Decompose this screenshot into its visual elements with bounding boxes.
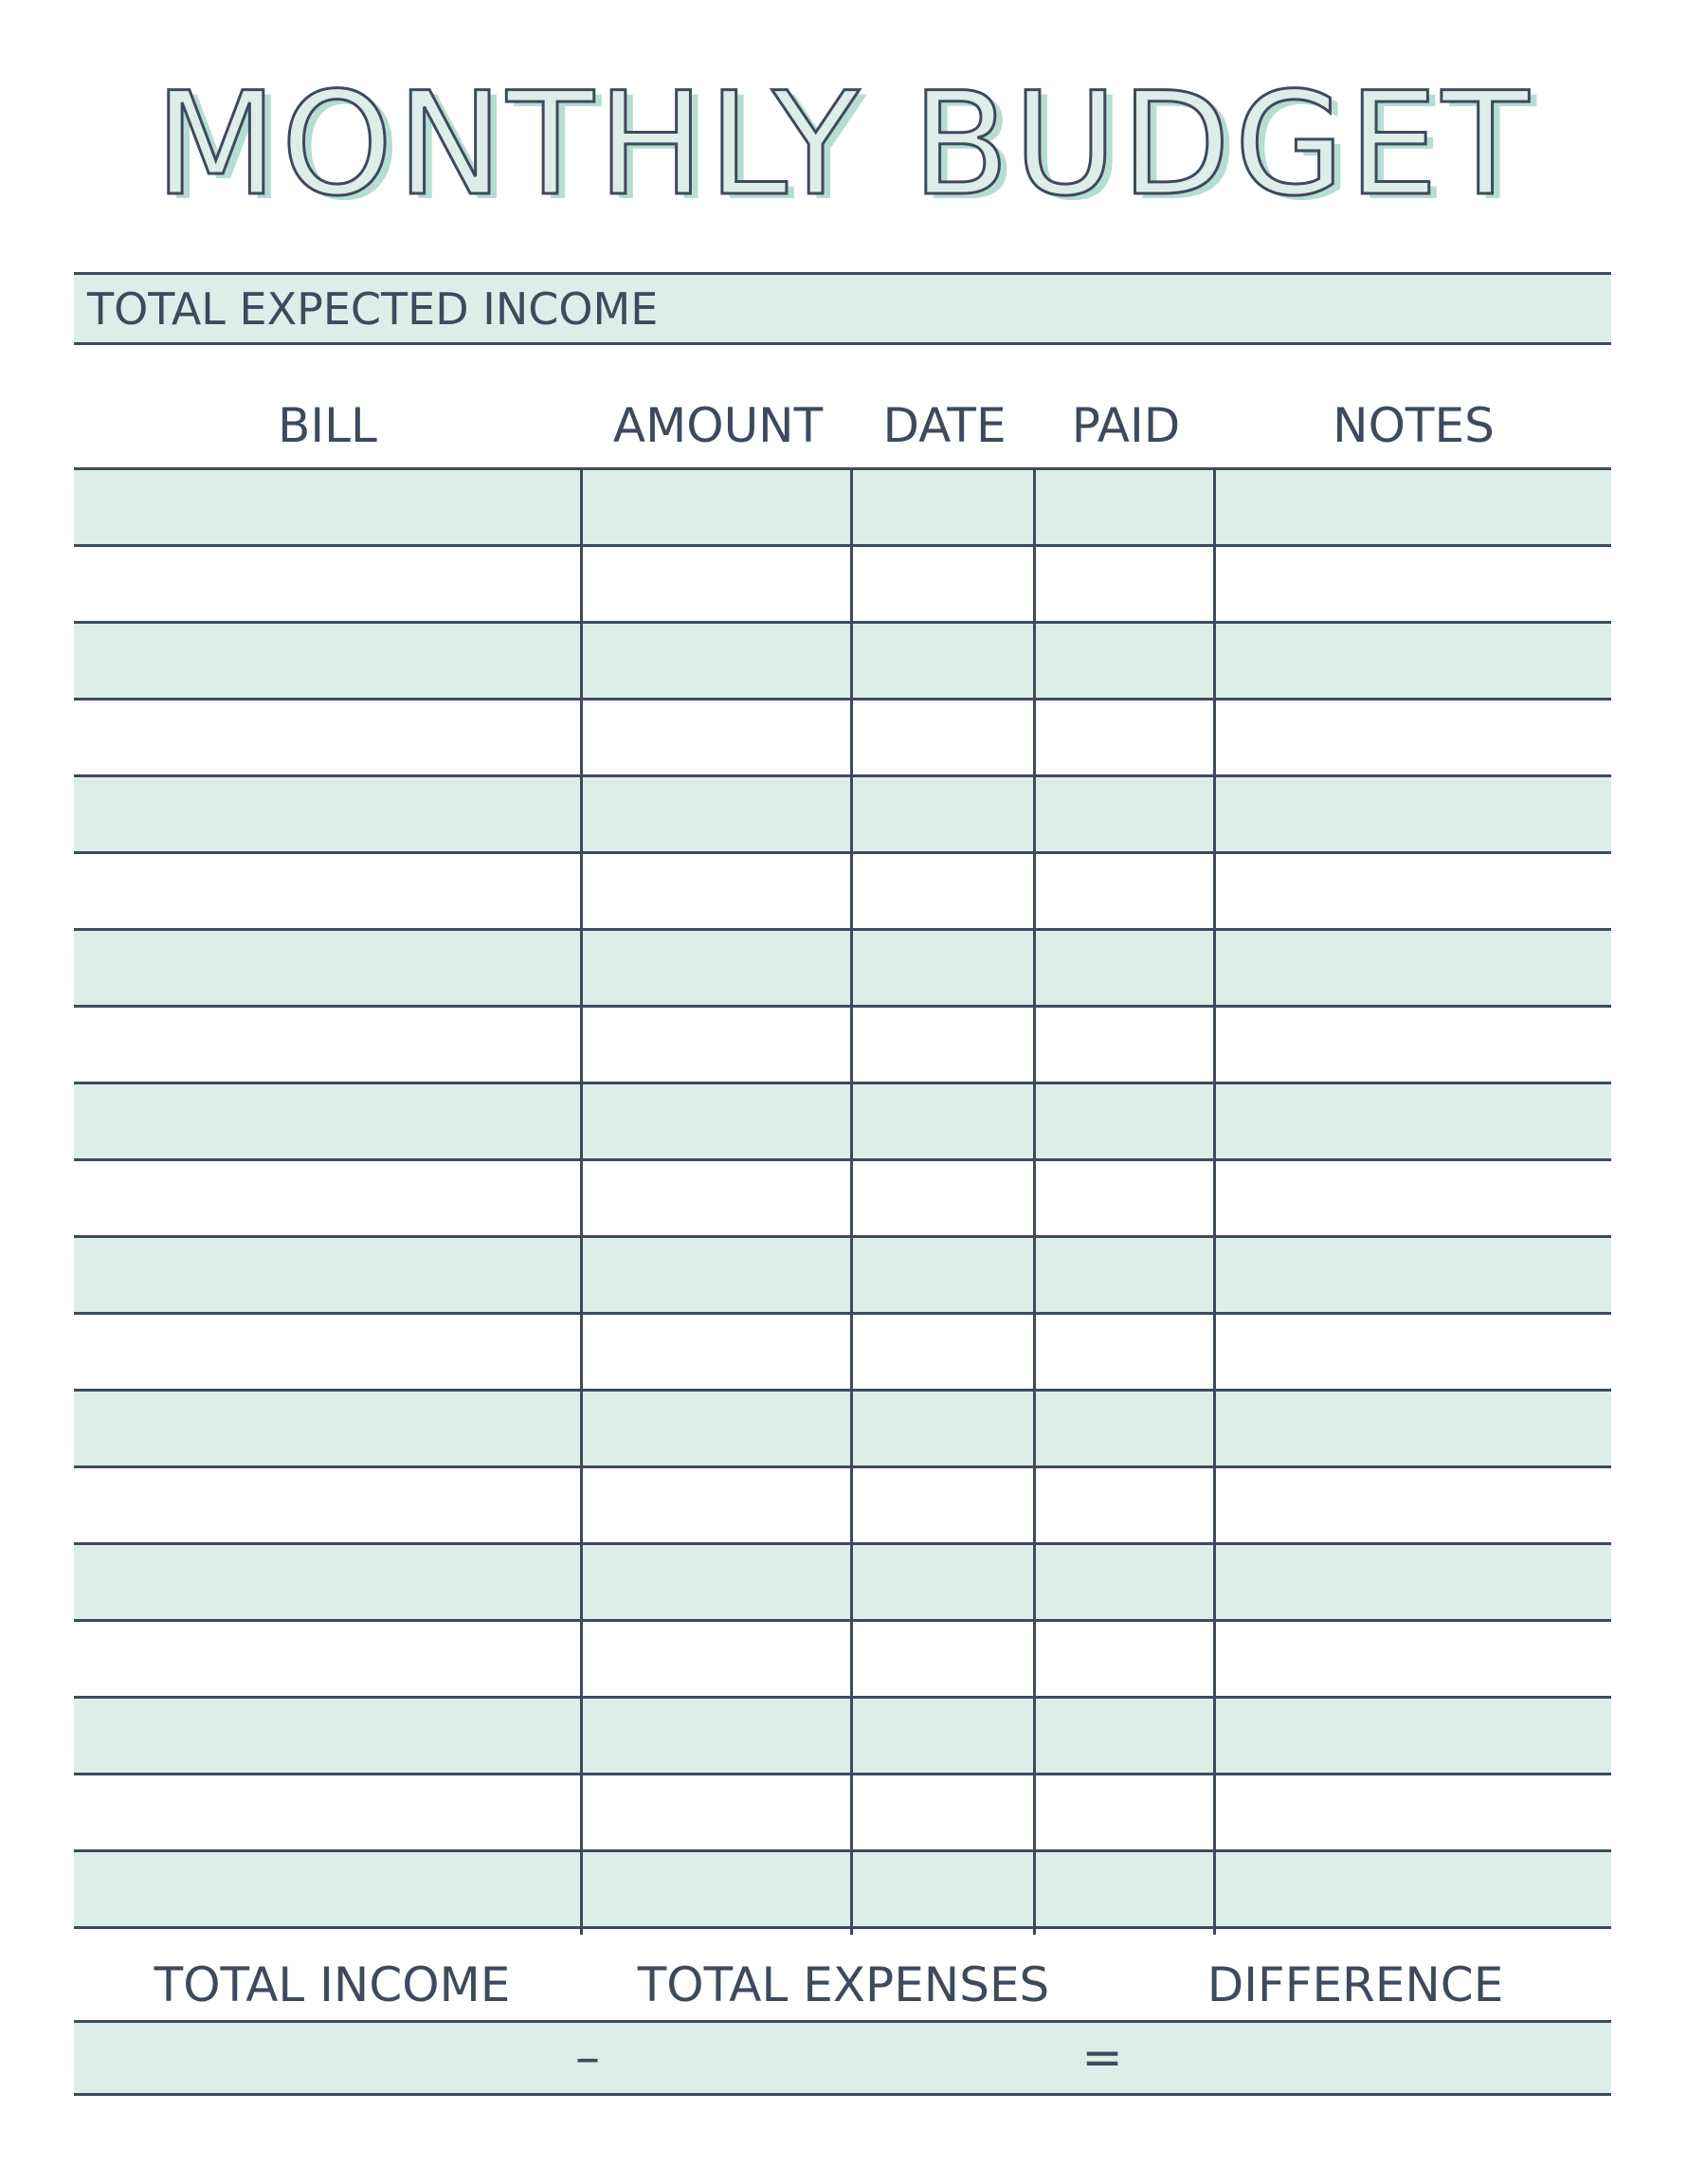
amount-cell[interactable] — [581, 1468, 851, 1542]
totals-field[interactable] — [74, 2020, 1611, 2096]
date-cell[interactable] — [851, 854, 1034, 928]
paid-cell[interactable] — [1034, 1699, 1214, 1773]
notes-cell[interactable] — [1214, 1468, 1611, 1542]
notes-cell[interactable] — [1214, 1161, 1611, 1235]
date-cell[interactable] — [851, 1775, 1034, 1849]
paid-cell[interactable] — [1034, 547, 1214, 621]
bill-cell[interactable] — [74, 1468, 581, 1542]
notes-cell[interactable] — [1214, 624, 1611, 698]
amount-cell[interactable] — [581, 1852, 851, 1926]
amount-cell[interactable] — [581, 1315, 851, 1389]
paid-cell[interactable] — [1034, 1468, 1214, 1542]
table-row — [74, 624, 1611, 701]
table-row — [74, 1699, 1611, 1775]
equals-sign: = — [1081, 2029, 1123, 2086]
notes-cell[interactable] — [1214, 547, 1611, 621]
bill-cell[interactable] — [74, 854, 581, 928]
notes-cell[interactable] — [1214, 777, 1611, 851]
table-row — [74, 1008, 1611, 1084]
bill-cell[interactable] — [74, 1161, 581, 1235]
date-cell[interactable] — [851, 1008, 1034, 1082]
notes-cell[interactable] — [1214, 701, 1611, 774]
amount-cell[interactable] — [581, 1392, 851, 1465]
paid-cell[interactable] — [1034, 854, 1214, 928]
date-cell[interactable] — [851, 1468, 1034, 1542]
bill-cell[interactable] — [74, 470, 581, 544]
table-row — [74, 1775, 1611, 1852]
table-row — [74, 1468, 1611, 1545]
total-expected-income-field[interactable] — [74, 272, 1611, 345]
notes-cell[interactable] — [1214, 1238, 1611, 1312]
bill-cell[interactable] — [74, 1699, 581, 1773]
notes-cell[interactable] — [1214, 931, 1611, 1005]
amount-cell[interactable] — [581, 1622, 851, 1696]
paid-cell[interactable] — [1034, 777, 1214, 851]
table-row — [74, 1238, 1611, 1315]
paid-cell[interactable] — [1034, 470, 1214, 544]
amount-cell[interactable] — [581, 1699, 851, 1773]
table-row — [74, 1161, 1611, 1238]
paid-cell[interactable] — [1034, 1008, 1214, 1082]
paid-cell[interactable] — [1034, 1775, 1214, 1849]
table-row — [74, 547, 1611, 624]
paid-cell[interactable] — [1034, 1161, 1214, 1235]
page-title: MONTHLY BUDGET — [154, 63, 1533, 228]
column-header-notes: NOTES — [1333, 398, 1495, 453]
date-cell[interactable] — [851, 701, 1034, 774]
total-income-label: TOTAL INCOME — [154, 1957, 511, 2012]
difference-label: DIFFERENCE — [1206, 1957, 1504, 2012]
table-row — [74, 1084, 1611, 1161]
amount-cell[interactable] — [581, 1238, 851, 1312]
table-row — [74, 1622, 1611, 1699]
bill-cell[interactable] — [74, 547, 581, 621]
amount-cell[interactable] — [581, 931, 851, 1005]
paid-cell[interactable] — [1034, 701, 1214, 774]
column-divider — [580, 470, 583, 1935]
column-header-paid: PAID — [1071, 398, 1181, 453]
amount-cell[interactable] — [581, 1775, 851, 1849]
notes-cell[interactable] — [1214, 1545, 1611, 1619]
table-row — [74, 777, 1611, 854]
bill-cell[interactable] — [74, 1545, 581, 1619]
table-row — [74, 1315, 1611, 1392]
paid-cell[interactable] — [1034, 1084, 1214, 1158]
date-cell[interactable] — [851, 777, 1034, 851]
notes-cell[interactable] — [1214, 1084, 1611, 1158]
amount-cell[interactable] — [581, 701, 851, 774]
date-cell[interactable] — [851, 1315, 1034, 1389]
date-cell[interactable] — [851, 624, 1034, 698]
bill-cell[interactable] — [74, 777, 581, 851]
paid-cell[interactable] — [1034, 1545, 1214, 1619]
amount-cell[interactable] — [581, 470, 851, 544]
column-divider — [1033, 470, 1036, 1935]
minus-sign: – — [575, 2029, 600, 2086]
notes-cell[interactable] — [1214, 1392, 1611, 1465]
column-divider — [850, 470, 853, 1935]
table-row — [74, 470, 1611, 547]
amount-cell[interactable] — [581, 624, 851, 698]
date-cell[interactable] — [851, 1622, 1034, 1696]
bill-table — [74, 467, 1611, 1935]
date-cell[interactable] — [851, 1238, 1034, 1312]
amount-cell[interactable] — [581, 854, 851, 928]
date-cell[interactable] — [851, 1699, 1034, 1773]
bill-cell[interactable] — [74, 1622, 581, 1696]
notes-cell[interactable] — [1214, 1008, 1611, 1082]
amount-cell[interactable] — [581, 1084, 851, 1158]
date-cell[interactable] — [851, 1392, 1034, 1465]
table-row — [74, 854, 1611, 931]
date-cell[interactable] — [851, 470, 1034, 544]
bill-cell[interactable] — [74, 1852, 581, 1926]
date-cell[interactable] — [851, 547, 1034, 621]
notes-cell[interactable] — [1214, 470, 1611, 544]
date-cell[interactable] — [851, 1545, 1034, 1619]
notes-cell[interactable] — [1214, 1315, 1611, 1389]
amount-cell[interactable] — [581, 547, 851, 621]
paid-cell[interactable] — [1034, 1392, 1214, 1465]
column-header-bill: BILL — [278, 398, 377, 453]
column-header-date: DATE — [882, 398, 1007, 453]
bill-cell[interactable] — [74, 1008, 581, 1082]
notes-cell[interactable] — [1214, 854, 1611, 928]
paid-cell[interactable] — [1034, 1852, 1214, 1926]
table-row — [74, 1392, 1611, 1468]
bill-cell[interactable] — [74, 1315, 581, 1389]
table-row — [74, 1852, 1611, 1929]
paid-cell[interactable] — [1034, 931, 1214, 1005]
amount-cell[interactable] — [581, 1161, 851, 1235]
bill-cell[interactable] — [74, 1238, 581, 1312]
notes-cell[interactable] — [1214, 1699, 1611, 1773]
table-row — [74, 931, 1611, 1008]
amount-cell[interactable] — [581, 777, 851, 851]
notes-cell[interactable] — [1214, 1852, 1611, 1926]
bill-cell[interactable] — [74, 624, 581, 698]
amount-cell[interactable] — [581, 1545, 851, 1619]
amount-cell[interactable] — [581, 1008, 851, 1082]
paid-cell[interactable] — [1034, 1315, 1214, 1389]
bill-cell[interactable] — [74, 1084, 581, 1158]
table-row — [74, 1545, 1611, 1622]
bill-cell[interactable] — [74, 701, 581, 774]
bill-cell[interactable] — [74, 1392, 581, 1465]
table-row — [74, 701, 1611, 777]
paid-cell[interactable] — [1034, 1238, 1214, 1312]
paid-cell[interactable] — [1034, 624, 1214, 698]
date-cell[interactable] — [851, 1161, 1034, 1235]
notes-cell[interactable] — [1214, 1775, 1611, 1849]
date-cell[interactable] — [851, 1852, 1034, 1926]
paid-cell[interactable] — [1034, 1622, 1214, 1696]
date-cell[interactable] — [851, 1084, 1034, 1158]
total-expected-income-label: TOTAL EXPECTED INCOME — [87, 282, 659, 335]
date-cell[interactable] — [851, 931, 1034, 1005]
column-header-amount: AMOUNT — [612, 398, 824, 453]
bill-cell[interactable] — [74, 931, 581, 1005]
bill-cell[interactable] — [74, 1775, 581, 1849]
total-expenses-label: TOTAL EXPENSES — [637, 1957, 1050, 2012]
column-divider — [1213, 470, 1216, 1935]
notes-cell[interactable] — [1214, 1622, 1611, 1696]
